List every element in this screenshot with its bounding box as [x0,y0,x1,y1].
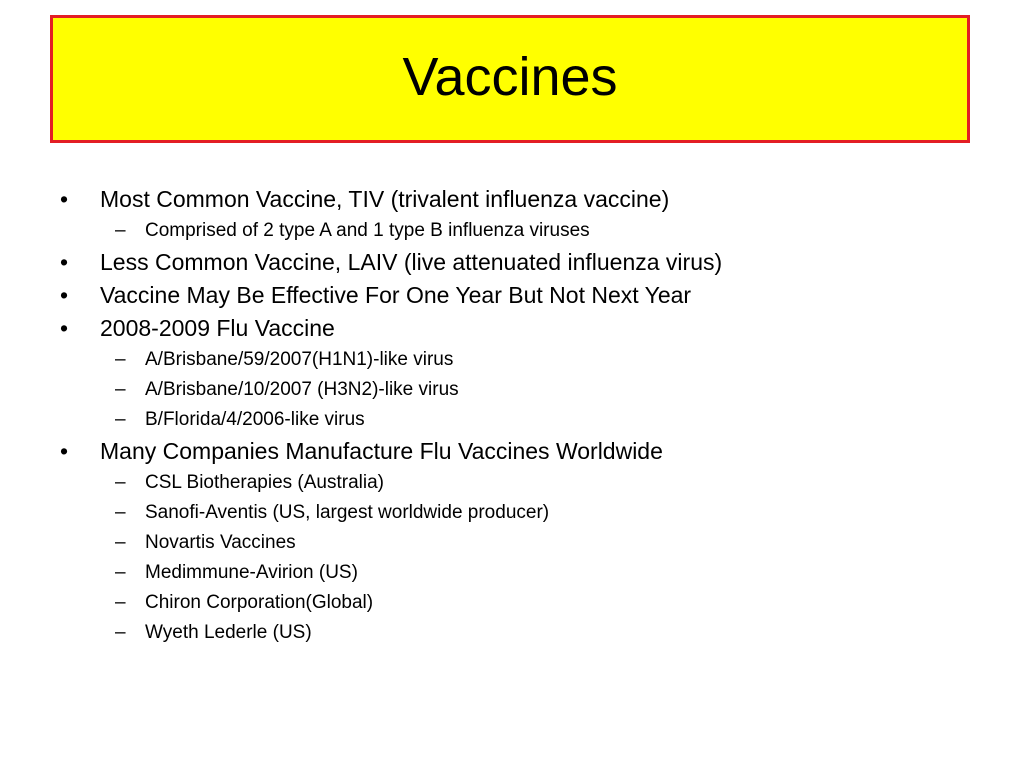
sub-bullet-item [0,558,1024,588]
bullet-marker: • [60,282,69,308]
sub-bullet-text: Novartis Vaccines [145,532,296,553]
sub-bullet-item [0,528,1024,558]
slide-title: Vaccines [402,47,618,107]
bullet-item [0,246,1024,279]
bullet-text: Vaccine May Be Effective For One Year But Not Next Year [100,282,692,308]
bullet-item [0,183,1024,216]
dash-marker: – [115,562,126,583]
title-banner [50,15,970,143]
bullet-item [0,279,1024,312]
bullet-text: 2008-2009 Flu Vaccine [100,315,335,341]
bullet-marker: • [60,438,69,464]
sub-bullet-text: CSL Biotherapies (Australia) [145,472,385,493]
sub-bullet-text: Sanofi-Aventis (US, largest worldwide producer) [145,502,550,523]
dash-marker: – [115,502,126,523]
dash-marker: – [115,379,126,400]
sub-bullet-text: Wyeth Lederle (US) [145,622,312,643]
sub-bullet-item [0,618,1024,648]
sub-bullet-text: Comprised of 2 type A and 1 type B influenza viruses [145,220,590,241]
bullet-marker: • [60,249,69,275]
sub-bullet-item [0,468,1024,498]
bullet-text: Most Common Vaccine, TIV (trivalent influenza vaccine) [100,186,670,212]
sub-bullet-text: A/Brisbane/59/2007(H1N1)-like virus [145,349,454,370]
bullet-text: Less Common Vaccine, LAIV (live attenuated influenza virus) [100,249,723,275]
bullet-item [0,312,1024,345]
sub-bullet-item [0,498,1024,528]
bullet-text: Many Companies Manufacture Flu Vaccines Worldwide [100,438,663,464]
sub-bullet-item [0,375,1024,405]
dash-marker: – [115,592,126,613]
sub-bullet-text: B/Florida/4/2006-like virus [145,409,365,430]
dash-marker: – [115,622,126,643]
sub-bullet-text: A/Brisbane/10/2007 (H3N2)-like virus [145,379,459,400]
sub-bullet-item [0,216,1024,246]
sub-bullet-item [0,345,1024,375]
sub-bullet-text: Medimmune-Avirion (US) [145,562,358,583]
sub-bullet-item [0,588,1024,618]
dash-marker: – [115,472,126,493]
bullet-marker: • [60,186,69,212]
sub-bullet-item [0,405,1024,435]
dash-marker: – [115,220,126,241]
dash-marker: – [115,532,126,553]
sub-bullet-text: Chiron Corporation(Global) [145,592,374,613]
bullet-marker: • [60,315,69,341]
dash-marker: – [115,349,126,370]
bullet-item [0,435,1024,468]
dash-marker: – [115,409,126,430]
bullet-list [0,183,1024,648]
